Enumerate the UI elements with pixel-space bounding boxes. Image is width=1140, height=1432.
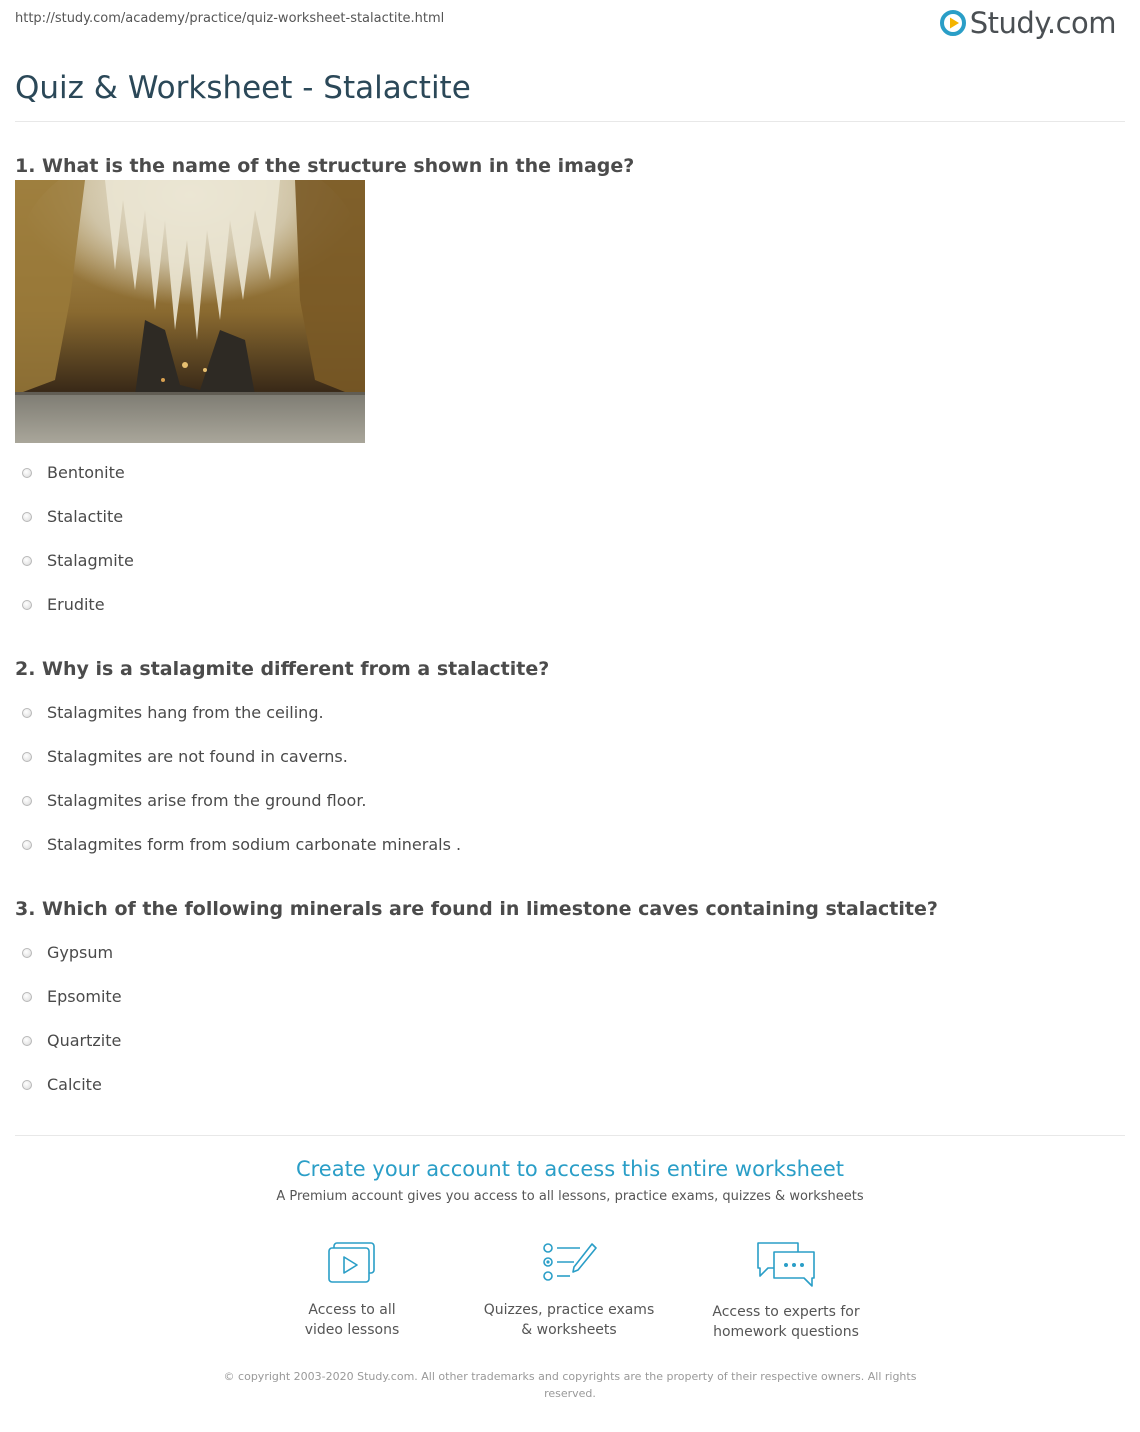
page-title: Quiz & Worksheet - Stalactite	[15, 70, 471, 106]
answer-option[interactable]	[22, 987, 122, 1006]
radio-button[interactable]	[22, 1080, 32, 1090]
divider	[15, 1135, 1125, 1136]
answer-option[interactable]	[22, 943, 113, 962]
cta-subtitle: A Premium account gives you access to all lessons, practice exams, quizzes & worksheets	[276, 1189, 864, 1204]
feature-line: Access to experts for	[712, 1304, 860, 1320]
feature-line: & worksheets	[521, 1322, 617, 1338]
cave-photo	[15, 180, 365, 443]
option-label: Epsomite	[47, 987, 122, 1006]
option-label: Quartzite	[47, 1031, 122, 1050]
copyright-notice: © copyright 2003-2020 Study.com. All other trademarks and copyrights are the property of their respective owners. All rights reserved.	[223, 1370, 917, 1400]
radio-button[interactable]	[22, 708, 32, 718]
option-label: Bentonite	[47, 463, 125, 482]
radio-button[interactable]	[22, 840, 32, 850]
answer-option[interactable]	[22, 747, 348, 766]
logo-text: Study.com	[969, 6, 1116, 40]
option-label: Stalagmites form from sodium carbonate minerals .	[47, 835, 462, 854]
radio-button[interactable]	[22, 752, 32, 762]
answer-option[interactable]	[22, 791, 367, 810]
option-label: Stalagmites are not found in caverns.	[47, 747, 348, 766]
radio-button[interactable]	[22, 992, 32, 1002]
question-3: 3. Which of the following minerals are found in limestone caves containing stalactite?	[15, 898, 938, 920]
quiz-checklist-icon	[540, 1240, 598, 1286]
answer-option[interactable]	[22, 1075, 102, 1094]
option-label: Gypsum	[47, 943, 114, 962]
answer-option[interactable]	[22, 1031, 121, 1050]
option-label: Stalactite	[47, 507, 124, 526]
feature-line: Quizzes, practice exams	[483, 1302, 655, 1318]
divider	[15, 121, 1125, 122]
option-label: Stalagmite	[47, 551, 134, 570]
feature-line: homework questions	[713, 1324, 859, 1340]
chat-bubbles-icon	[754, 1240, 818, 1288]
page-url: http://study.com/academy/practice/quiz-worksheet-stalactite.html	[15, 11, 445, 26]
study-logo[interactable]	[940, 6, 1116, 40]
feature-line: Access to all	[308, 1302, 396, 1318]
option-label: Erudite	[47, 595, 105, 614]
answer-option[interactable]	[22, 507, 123, 526]
question-2: 2. Why is a stalagmite different from a stalactite?	[15, 658, 550, 680]
radio-button[interactable]	[22, 948, 32, 958]
play-circle-icon	[940, 10, 966, 36]
feature-line: video lessons	[304, 1322, 400, 1338]
answer-option[interactable]	[22, 595, 105, 614]
radio-button[interactable]	[22, 512, 32, 522]
cta-title-link[interactable]: Create your account to access this entire worksheet	[295, 1157, 845, 1181]
answer-option[interactable]	[22, 703, 324, 722]
option-label: Stalagmites hang from the ceiling.	[47, 703, 324, 722]
feature-quizzes	[469, 1240, 669, 1340]
radio-button[interactable]	[22, 556, 32, 566]
feature-experts	[686, 1240, 886, 1342]
answer-option[interactable]	[22, 463, 125, 482]
answer-option[interactable]	[22, 551, 134, 570]
video-lessons-icon	[326, 1240, 378, 1286]
radio-button[interactable]	[22, 468, 32, 478]
radio-button[interactable]	[22, 796, 32, 806]
question-1: 1. What is the name of the structure shown in the image?	[15, 155, 635, 177]
option-label: Stalagmites arise from the ground floor.	[47, 791, 367, 810]
option-label: Calcite	[47, 1075, 102, 1094]
radio-button[interactable]	[22, 1036, 32, 1046]
feature-video-lessons	[252, 1240, 452, 1340]
radio-button[interactable]	[22, 600, 32, 610]
answer-option[interactable]	[22, 835, 461, 854]
